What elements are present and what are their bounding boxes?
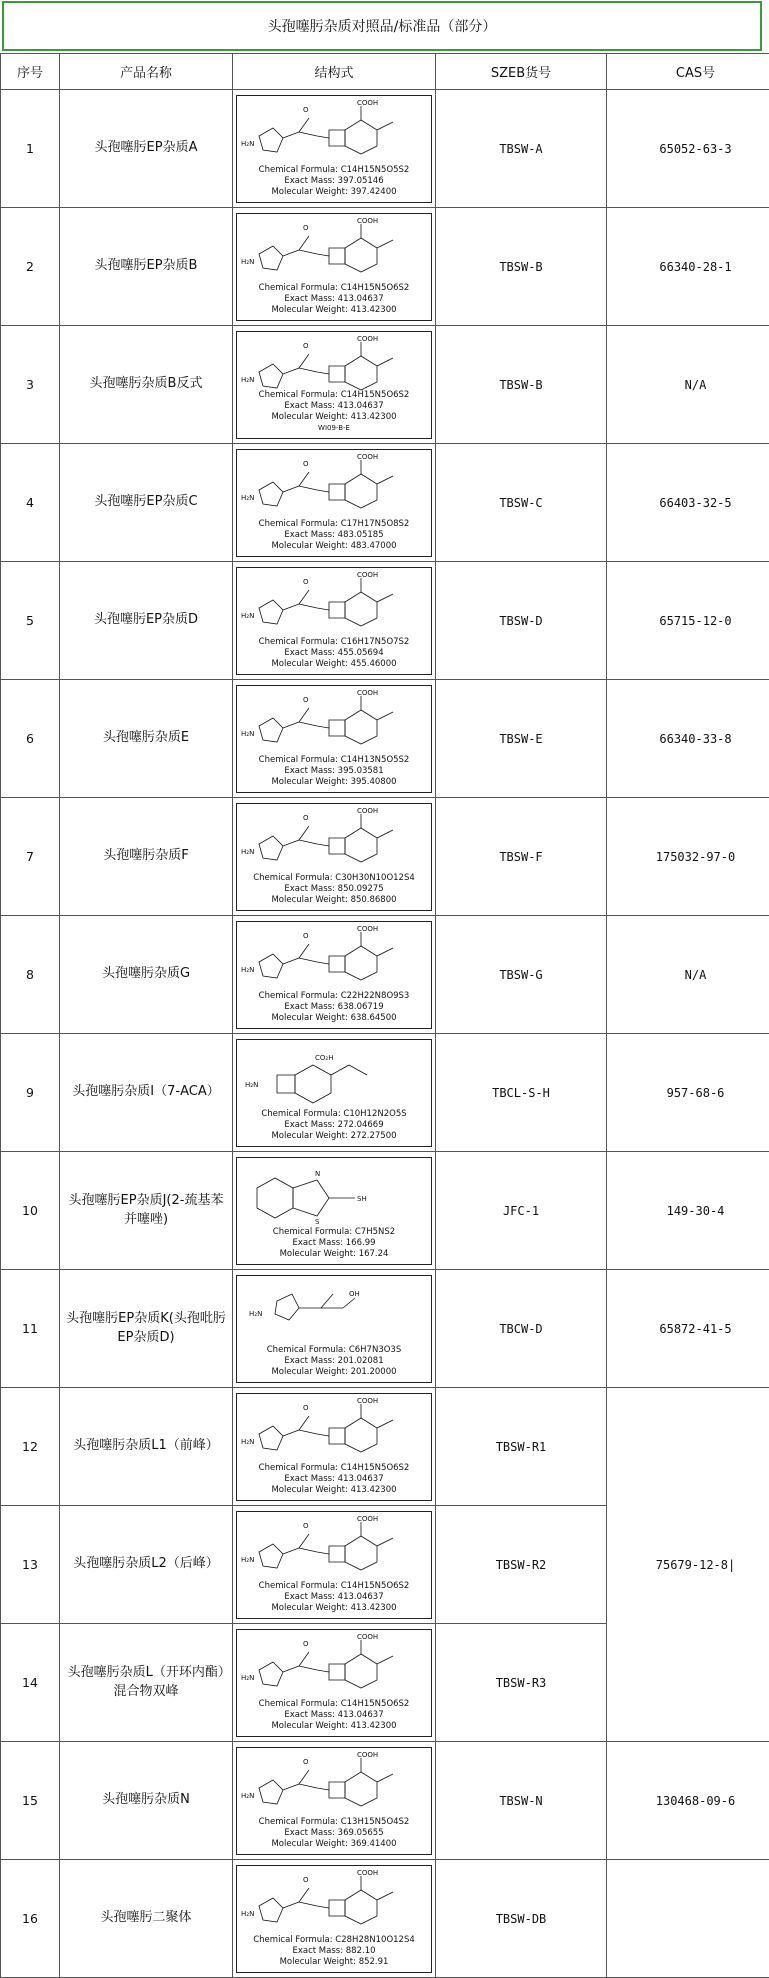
formula-mw: Molecular Weight: 395.40800 [271, 776, 397, 787]
formula-block [237, 165, 431, 198]
product-name: 头孢噻肟杂质B反式 [60, 326, 233, 444]
szeb-code: TBSW-R2 [436, 1506, 607, 1624]
header-product-name: 产品名称 [60, 54, 233, 90]
formula-formula: Chemical Formula: C28H28N10O12S4 [253, 1934, 415, 1945]
structure-cell [233, 1034, 436, 1152]
formula-block [237, 519, 431, 552]
formula-block [237, 637, 431, 670]
szeb-code: TBSW-DB [436, 1860, 607, 1978]
cas-number: 130468-09-6 [607, 1742, 769, 1860]
szeb-code: TBCW-D [436, 1270, 607, 1388]
formula-mw: Molecular Weight: 413.42300 [271, 411, 397, 422]
formula-mw: Molecular Weight: 413.42300 [271, 1720, 397, 1731]
cas-number: N/A [607, 916, 769, 1034]
svg-text:H₂N: H₂N [241, 1909, 255, 1918]
svg-text:H₂N: H₂N [241, 1673, 255, 1682]
formula-mass: Exact Mass: 413.04637 [284, 293, 384, 304]
row-index: 10 [1, 1152, 60, 1270]
formula-block [237, 1935, 431, 1968]
formula-formula: Chemical Formula: C6H7N3O3S [266, 1344, 402, 1355]
product-name: 头孢噻肟杂质L2（后峰） [60, 1506, 233, 1624]
structure-image [236, 331, 432, 439]
table-row [1, 1860, 769, 1978]
szeb-code: TBSW-C [436, 444, 607, 562]
svg-text:COOH: COOH [357, 924, 379, 933]
product-name: 头孢噻肟EP杂质D [60, 562, 233, 680]
szeb-code: TBSW-F [436, 798, 607, 916]
structure-image [236, 1865, 432, 1973]
formula-block [237, 991, 431, 1024]
szeb-code: TBSW-G [436, 916, 607, 1034]
formula-mw: Molecular Weight: 638.64500 [271, 1012, 397, 1023]
structure-cell [233, 798, 436, 916]
formula-formula: Chemical Formula: C14H15N5O5S2 [258, 164, 410, 175]
formula-mw: Molecular Weight: 413.42300 [271, 1602, 397, 1613]
structure-cell [233, 562, 436, 680]
structure-cell [233, 1388, 436, 1506]
svg-text:COOH: COOH [357, 570, 379, 579]
svg-text:O: O [303, 695, 309, 704]
formula-block [237, 283, 431, 316]
cas-number [607, 1860, 769, 1978]
svg-text:O: O [303, 1403, 309, 1412]
product-name: 头孢噻肟杂质L（开环内酯）混合物双峰 [60, 1624, 233, 1742]
formula-mass: Exact Mass: 413.04637 [284, 400, 384, 411]
cas-number: 65715-12-0 [607, 562, 769, 680]
structure-image [236, 213, 432, 321]
szeb-code: TBSW-A [436, 90, 607, 208]
structure-image [236, 449, 432, 557]
product-name: 头孢噻肟EP杂质K(头孢吡肟EP杂质D) [60, 1270, 233, 1388]
svg-text:COOH: COOH [357, 452, 379, 461]
table-row [1, 326, 769, 444]
svg-text:COOH: COOH [357, 1396, 379, 1405]
structure-image [236, 95, 432, 203]
structure-cell [233, 1506, 436, 1624]
svg-text:H₂N: H₂N [241, 847, 255, 856]
product-name: 头孢噻肟杂质L1（前峰） [60, 1388, 233, 1506]
structure-image [236, 1747, 432, 1855]
cas-number: 957-68-6 [607, 1034, 769, 1152]
formula-mass: Exact Mass: 455.05694 [284, 647, 384, 658]
svg-text:H₂N: H₂N [241, 729, 255, 738]
formula-mass: Exact Mass: 166.99 [292, 1237, 376, 1248]
formula-mass: Exact Mass: 397.05146 [284, 175, 384, 186]
formula-mw: Molecular Weight: 455.46000 [271, 658, 397, 669]
structure-cell [233, 1270, 436, 1388]
szeb-code: TBSW-N [436, 1742, 607, 1860]
structure-image [236, 1393, 432, 1501]
formula-block [237, 1817, 431, 1850]
row-index: 5 [1, 562, 60, 680]
formula-mw: Molecular Weight: 167.24 [279, 1248, 389, 1259]
formula-mw: Molecular Weight: 413.42300 [271, 304, 397, 315]
product-name: 头孢噻肟杂质E [60, 680, 233, 798]
formula-mass: Exact Mass: 272.04669 [284, 1119, 384, 1130]
structure-cell [233, 208, 436, 326]
row-index: 4 [1, 444, 60, 562]
structure-image [236, 921, 432, 1029]
table-row [1, 1742, 769, 1860]
structure-image [236, 567, 432, 675]
svg-text:SH: SH [357, 1194, 367, 1203]
svg-text:COOH: COOH [357, 806, 379, 815]
structure-image [236, 1275, 432, 1383]
table-row [1, 798, 769, 916]
svg-text:S: S [315, 1217, 320, 1226]
header-structure: 结构式 [233, 54, 436, 90]
svg-text:O: O [303, 341, 309, 350]
svg-text:O: O [303, 1521, 309, 1530]
row-index: 1 [1, 90, 60, 208]
page-title: 头孢噻肟杂质对照品/标准品（部分） [2, 1, 762, 51]
cas-number: 66403-32-5 [607, 444, 769, 562]
product-name: 头孢噻肟杂质F [60, 798, 233, 916]
structure-cell [233, 1742, 436, 1860]
row-index: 11 [1, 1270, 60, 1388]
svg-text:H₂N: H₂N [241, 1791, 255, 1800]
formula-mw: Molecular Weight: 852.91 [279, 1956, 389, 1967]
formula-formula: Chemical Formula: C10H12N2O5S [261, 1108, 407, 1119]
formula-formula: Chemical Formula: C14H13N5O5S2 [258, 754, 410, 765]
cas-number: 66340-28-1 [607, 208, 769, 326]
structure-cell [233, 1860, 436, 1978]
svg-text:COOH: COOH [357, 98, 379, 107]
formula-block [237, 1581, 431, 1614]
formula-mw: Molecular Weight: 483.47000 [271, 540, 397, 551]
formula-block [237, 1699, 431, 1732]
table-row [1, 444, 769, 562]
table-row [1, 1388, 769, 1506]
formula-mw: Molecular Weight: 413.42300 [271, 1484, 397, 1495]
formula-block [237, 755, 431, 788]
formula-mass: Exact Mass: 413.04637 [284, 1473, 384, 1484]
svg-text:H₂N: H₂N [249, 1309, 263, 1318]
formula-mass: Exact Mass: 638.06719 [284, 1001, 384, 1012]
structure-image [236, 1629, 432, 1737]
structure-image [236, 1039, 432, 1147]
row-index: 7 [1, 798, 60, 916]
szeb-code: TBSW-E [436, 680, 607, 798]
svg-text:H₂N: H₂N [241, 375, 255, 384]
svg-text:CO₂H: CO₂H [315, 1053, 334, 1062]
product-name: 头孢噻肟EP杂质J(2-巯基苯并噻唑) [60, 1152, 233, 1270]
formula-formula: Chemical Formula: C16H17N5O7S2 [258, 636, 410, 647]
szeb-code: TBSW-B [436, 326, 607, 444]
formula-mass: Exact Mass: 369.05655 [284, 1827, 384, 1838]
structure-image [236, 685, 432, 793]
structure-cell [233, 680, 436, 798]
formula-mass: Exact Mass: 395.03581 [284, 765, 384, 776]
cas-number: 175032-97-0 [607, 798, 769, 916]
formula-mw: Molecular Weight: 850.86800 [271, 894, 397, 905]
formula-formula: Chemical Formula: C17H17N5O8S2 [258, 518, 410, 529]
svg-text:O: O [303, 931, 309, 940]
formula-formula: Chemical Formula: C14H15N5O6S2 [258, 1462, 410, 1473]
formula-formula: Chemical Formula: C30H30N10O12S4 [253, 872, 415, 883]
formula-formula: Chemical Formula: C14H15N5O6S2 [258, 1698, 410, 1709]
table-row [1, 916, 769, 1034]
svg-text:H₂N: H₂N [245, 1080, 259, 1089]
formula-mass: Exact Mass: 201.02081 [284, 1355, 384, 1366]
product-name: 头孢噻肟杂质I（7-ACA） [60, 1034, 233, 1152]
table-row [1, 90, 769, 208]
svg-text:COOH: COOH [357, 334, 379, 343]
formula-formula: Chemical Formula: C7H5NS2 [272, 1226, 396, 1237]
formula-block [237, 1463, 431, 1496]
row-index: 9 [1, 1034, 60, 1152]
szeb-code: TBSW-B [436, 208, 607, 326]
product-name: 头孢噻肟杂质N [60, 1742, 233, 1860]
formula-mass: Exact Mass: 413.04637 [284, 1709, 384, 1720]
formula-block [237, 1227, 431, 1260]
szeb-code: TBSW-D [436, 562, 607, 680]
row-index: 16 [1, 1860, 60, 1978]
header-cas: CAS号 [607, 54, 769, 90]
formula-formula: Chemical Formula: C14H15N5O6S2 [258, 389, 410, 400]
formula-mass: Exact Mass: 413.04637 [284, 1591, 384, 1602]
structure-cell [233, 444, 436, 562]
row-index: 15 [1, 1742, 60, 1860]
product-name: 头孢噻肟EP杂质A [60, 90, 233, 208]
product-name: 头孢噻肟EP杂质B [60, 208, 233, 326]
table-row [1, 1270, 769, 1388]
szeb-code: TBSW-R3 [436, 1624, 607, 1742]
svg-text:COOH: COOH [357, 688, 379, 697]
table-row [1, 208, 769, 326]
row-index: 13 [1, 1506, 60, 1624]
svg-text:H₂N: H₂N [241, 1555, 255, 1564]
row-index: 12 [1, 1388, 60, 1506]
structure-image [236, 803, 432, 911]
row-index: 14 [1, 1624, 60, 1742]
formula-mass: Exact Mass: 882.10 [292, 1945, 376, 1956]
svg-text:O: O [303, 459, 309, 468]
formula-formula: Chemical Formula: C14H15N5O6S2 [258, 1580, 410, 1591]
structure-cell [233, 1624, 436, 1742]
cas-number: N/A [607, 326, 769, 444]
svg-text:COOH: COOH [357, 1868, 379, 1877]
svg-text:OH: OH [349, 1289, 360, 1298]
svg-text:O: O [303, 105, 309, 114]
table-row [1, 1152, 769, 1270]
formula-block [237, 1109, 431, 1142]
product-table [0, 53, 769, 1978]
table-row [1, 562, 769, 680]
svg-text:H₂N: H₂N [241, 139, 255, 148]
formula-block [237, 873, 431, 906]
structure-cell [233, 90, 436, 208]
svg-text:O: O [303, 223, 309, 232]
szeb-code: TBCL-S-H [436, 1034, 607, 1152]
header-szeb-code: SZEB货号 [436, 54, 607, 90]
product-name: 头孢噻肟杂质G [60, 916, 233, 1034]
formula-formula: Chemical Formula: C22H22N8O9S3 [258, 990, 410, 1001]
szeb-code: JFC-1 [436, 1152, 607, 1270]
svg-text:COOH: COOH [357, 1750, 379, 1759]
formula-mw: Molecular Weight: 397.42400 [271, 186, 397, 197]
table-row [1, 1034, 769, 1152]
formula-mw: Molecular Weight: 369.41400 [271, 1838, 397, 1849]
svg-text:N: N [315, 1169, 321, 1178]
formula-block [237, 390, 431, 434]
formula-mw: Molecular Weight: 201.20000 [271, 1366, 397, 1377]
svg-text:O: O [303, 813, 309, 822]
svg-text:COOH: COOH [357, 1514, 379, 1523]
structure-cell [233, 916, 436, 1034]
svg-text:O: O [303, 1875, 309, 1884]
svg-text:H₂N: H₂N [241, 965, 255, 974]
svg-text:H₂N: H₂N [241, 493, 255, 502]
product-name: 头孢噻肟二聚体 [60, 1860, 233, 1978]
structure-cell [233, 326, 436, 444]
svg-text:COOH: COOH [357, 216, 379, 225]
structure-image [236, 1157, 432, 1265]
table-body [1, 90, 769, 1978]
table-row [1, 680, 769, 798]
structure-cell [233, 1152, 436, 1270]
row-index: 8 [1, 916, 60, 1034]
formula-mw: Molecular Weight: 272.27500 [271, 1130, 397, 1141]
product-name: 头孢噻肟EP杂质C [60, 444, 233, 562]
cas-number: 66340-33-8 [607, 680, 769, 798]
cas-number: 65872-41-5 [607, 1270, 769, 1388]
svg-text:COOH: COOH [357, 1632, 379, 1641]
szeb-code: TBSW-R1 [436, 1388, 607, 1506]
structure-image [236, 1511, 432, 1619]
cas-number: 65052-63-3 [607, 90, 769, 208]
formula-mass: Exact Mass: 483.05185 [284, 529, 384, 540]
formula-mass: Exact Mass: 850.09275 [284, 883, 384, 894]
svg-text:O: O [303, 577, 309, 586]
row-index: 2 [1, 208, 60, 326]
cas-number: 149-30-4 [607, 1152, 769, 1270]
table-header-row [1, 54, 769, 90]
row-index: 3 [1, 326, 60, 444]
row-index: 6 [1, 680, 60, 798]
formula-block [237, 1345, 431, 1378]
header-index: 序号 [1, 54, 60, 90]
svg-text:H₂N: H₂N [241, 611, 255, 620]
cas-number: 75679-12-8| [607, 1388, 769, 1742]
svg-text:O: O [303, 1639, 309, 1648]
svg-text:H₂N: H₂N [241, 1437, 255, 1446]
svg-text:O: O [303, 1757, 309, 1766]
formula-extra: WI09-B-E [318, 423, 350, 432]
svg-text:H₂N: H₂N [241, 257, 255, 266]
formula-formula: Chemical Formula: C13H15N5O4S2 [258, 1816, 410, 1827]
formula-formula: Chemical Formula: C14H15N5O6S2 [258, 282, 410, 293]
